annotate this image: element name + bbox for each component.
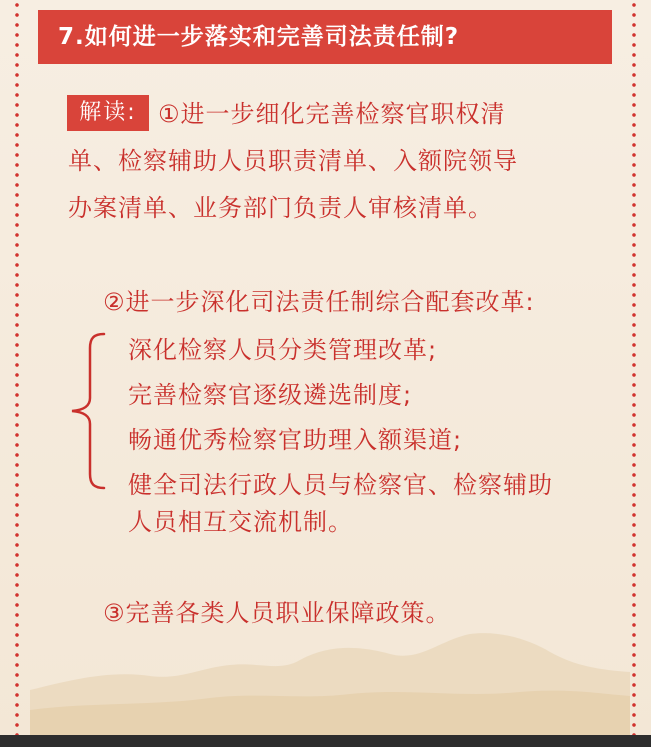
interpretation-badge: 解读: <box>67 95 149 131</box>
footer-band <box>0 735 651 747</box>
paragraph1-line2: 单、检察辅助人员职责清单、入额院领导 <box>68 147 518 175</box>
reform-item-4-continued: 人员相互交流机制。 <box>128 508 353 536</box>
reform-item-4: 健全司法行政人员与检察官、检察辅助 <box>128 471 553 499</box>
page-title: 7.如何进一步落实和完善司法责任制? <box>58 24 460 50</box>
left-dot-border <box>14 0 20 735</box>
paragraph1-line3: 办案清单、业务部门负责人审核清单。 <box>68 194 493 222</box>
reform-item-2: 完善检察官逐级遴选制度; <box>128 381 413 409</box>
mountain-silhouette <box>30 610 630 735</box>
paragraph2-heading: ②进一步深化司法责任制综合配套改革: <box>103 288 535 316</box>
paragraph3: ③完善各类人员职业保障政策。 <box>103 599 451 627</box>
left-curly-brace-icon <box>66 330 108 492</box>
reform-item-3: 畅通优秀检察官助理入额渠道; <box>128 426 463 454</box>
title-bar <box>38 10 612 64</box>
reform-item-1: 深化检察人员分类管理改革; <box>128 336 438 364</box>
paragraph1-line1: ①进一步细化完善检察官职权清 <box>158 100 506 128</box>
right-dot-border <box>631 0 637 735</box>
